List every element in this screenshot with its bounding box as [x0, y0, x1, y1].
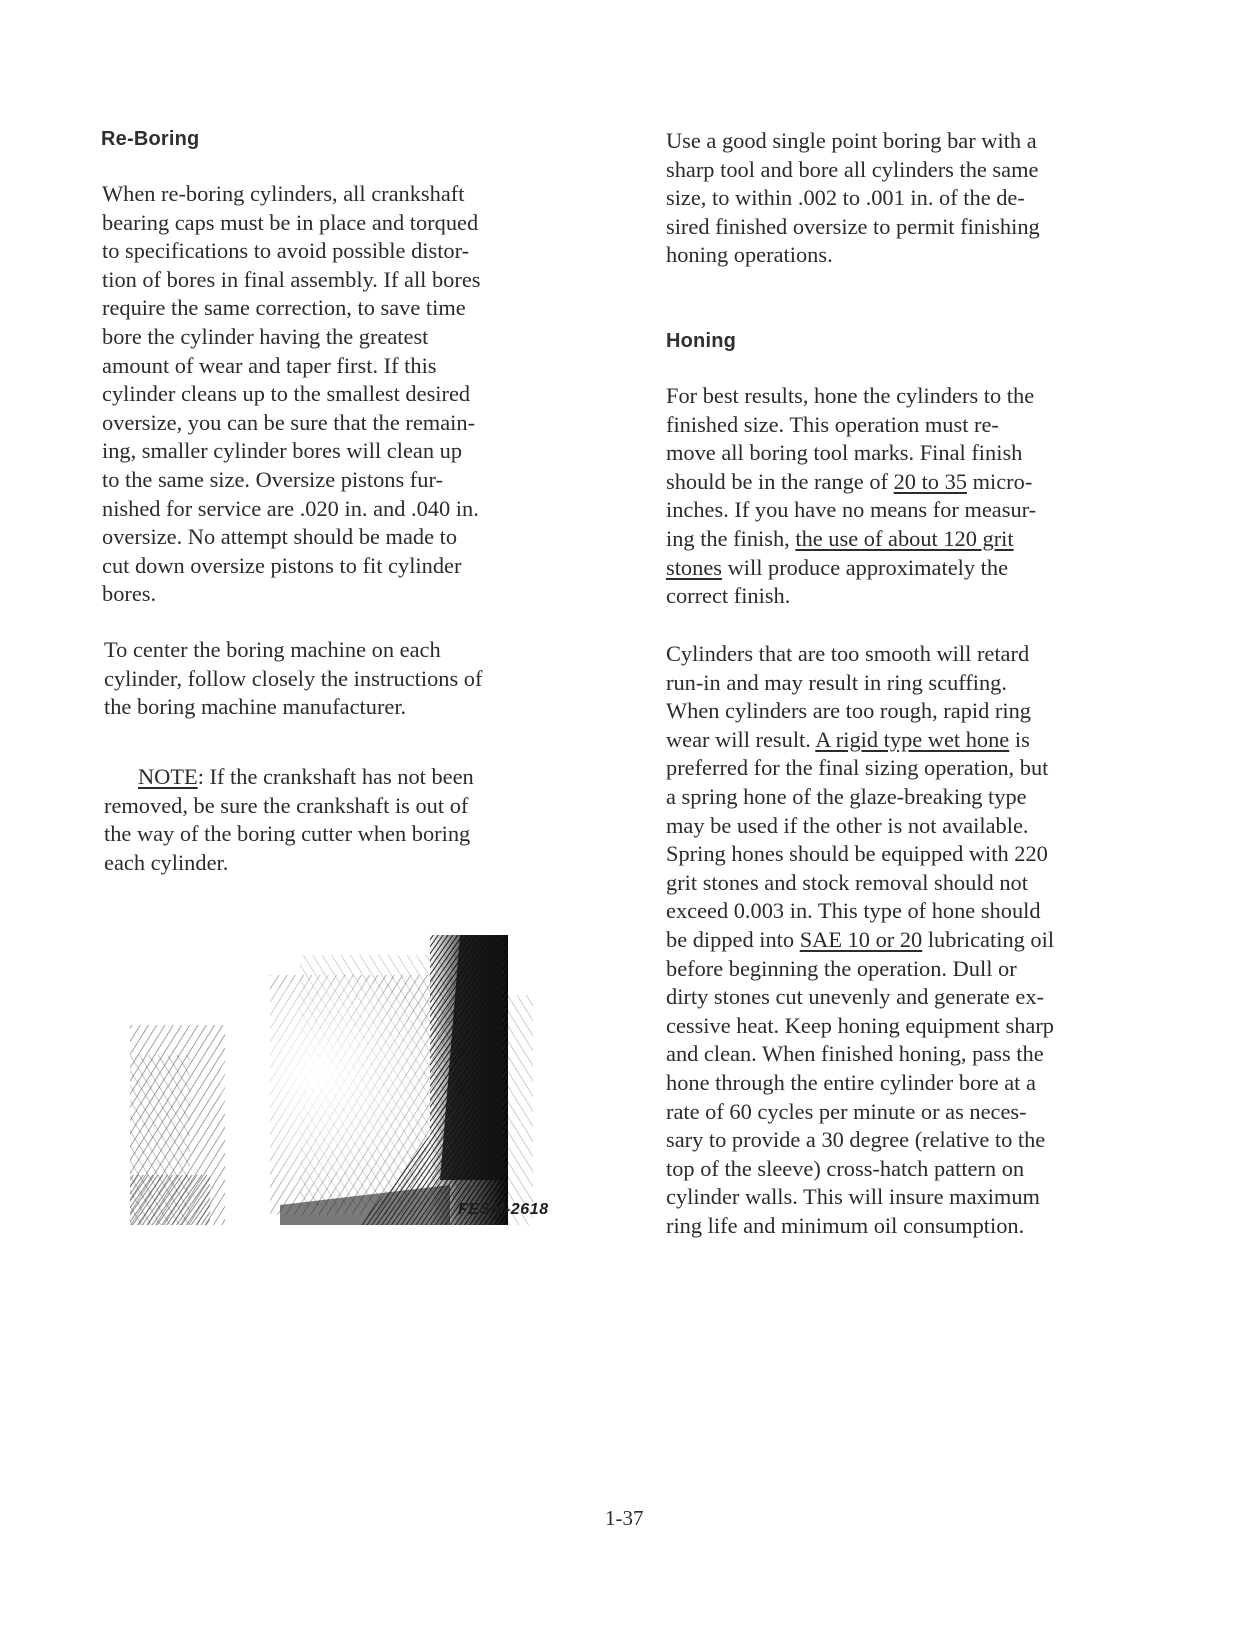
- text-line: To center the boring machine on each: [104, 637, 441, 662]
- text-line: cylinder cleans up to the smallest desired: [102, 381, 471, 407]
- text-line: cylinder walls. This will insure maximum: [666, 1184, 1040, 1210]
- text-line: dirty stones cut unevenly and generate ex-: [666, 984, 1045, 1010]
- text-fragment: ing the finish,: [666, 525, 796, 551]
- cylinder-crosshatch-photo: [130, 935, 555, 1225]
- text-line: cylinder, follow closely the instructions of: [104, 665, 483, 691]
- text-line: When cylinders are too rough, rapid ring: [666, 698, 1031, 724]
- text-line: [666, 554, 1036, 583]
- text-line: sary to provide a 30 degree (relative to the: [666, 1127, 1046, 1153]
- text-line: When re-boring cylinders, all crankshaft: [102, 181, 465, 206]
- text-line: run-in and may result in ring scuffing.: [666, 669, 1007, 695]
- text-line: before beginning the operation. Dull or: [666, 955, 1017, 981]
- text-line: [666, 525, 1036, 554]
- text-fragment: wear will result.: [666, 726, 816, 752]
- reboring-heading: Re-Boring: [101, 128, 200, 150]
- underlined-text: stones: [666, 554, 722, 580]
- text-line: nished for service are .020 in. and .040 in.: [102, 495, 479, 521]
- text-line: cut down oversize pistons to fit cylinder: [102, 552, 462, 578]
- note-label: NOTE: [138, 764, 198, 789]
- honing-results-paragraph: [666, 382, 1036, 611]
- underlined-text: A rigid type wet hone: [815, 726, 1010, 752]
- text-line: the way of the boring cutter when boring: [104, 821, 471, 847]
- text-line: correct finish.: [666, 583, 791, 609]
- text-line: exceed 0.003 in. This type of hone should: [666, 898, 1041, 924]
- text-line: hone through the entire cylinder bore at a: [666, 1069, 1036, 1095]
- text-line: amount of wear and taper first. If this: [102, 352, 437, 378]
- text-line: finished size. This operation must re-: [666, 411, 999, 437]
- text-line: top of the sleeve) cross-hatch pattern on: [666, 1155, 1025, 1181]
- cylinder-finish-paragraph: [666, 640, 1054, 1240]
- text-line: to specifications to avoid possible distor-: [102, 238, 470, 264]
- text-line: ing, smaller cylinder bores will clean up: [102, 438, 463, 464]
- text-fragment: is: [1009, 726, 1030, 752]
- text-line: [666, 468, 1036, 497]
- text-line: tion of bores in final assembly. If all bores: [102, 266, 481, 292]
- text-line: Spring hones should be equipped with 220: [666, 841, 1048, 867]
- centering-paragraph: [104, 636, 482, 722]
- text-line: and clean. When finished honing, pass the: [666, 1041, 1044, 1067]
- reboring-paragraph: [102, 180, 480, 609]
- text-fragment: be dipped into: [666, 926, 800, 952]
- text-line: size, to within .002 to .001 in. of the de-: [666, 185, 1025, 211]
- text-line: each cylinder.: [104, 849, 229, 875]
- underlined-text: the use of about 120 grit: [795, 525, 1014, 551]
- text-line: oversize. No attempt should be made to: [102, 524, 458, 550]
- text-line: ring life and minimum oil consumption.: [666, 1212, 1025, 1238]
- note-paragraph: [104, 763, 474, 877]
- text-line: bores.: [102, 581, 157, 607]
- text-line: rate of 60 cycles per minute or as neces-: [666, 1098, 1027, 1124]
- text-fragment: lubricating oil: [922, 926, 1055, 952]
- text-fragment: micro-: [967, 468, 1033, 494]
- text-line: grit stones and stock removal should not: [666, 869, 1028, 895]
- underlined-text: 20 to 35: [893, 468, 967, 494]
- text-line: [666, 926, 1054, 955]
- text-line: honing operations.: [666, 242, 833, 268]
- text-line: sharp tool and bore all cylinders the same: [666, 156, 1039, 182]
- underlined-text: SAE 10 or 20: [799, 926, 923, 952]
- text-line: [104, 763, 474, 792]
- text-line: oversize, you can be sure that the remain-: [102, 409, 476, 435]
- page-number: 1-37: [605, 1506, 644, 1530]
- figure-label: FESM-2618: [458, 1201, 549, 1218]
- text-line: bearing caps must be in place and torqued: [102, 209, 479, 235]
- text-fragment: will produce approximately the: [721, 554, 1009, 580]
- text-fragment: should be in the range of: [666, 468, 894, 494]
- text-line: For best results, hone the cylinders to the: [666, 383, 1035, 408]
- honing-heading: Honing: [666, 330, 737, 352]
- text-line: bore the cylinder having the greatest: [102, 323, 429, 349]
- text-line: to the same size. Oversize pistons fur-: [102, 466, 443, 492]
- text-line: may be used if the other is not available.: [666, 812, 1029, 838]
- text-line: the boring machine manufacturer.: [104, 694, 407, 720]
- boring-bar-paragraph: [666, 127, 1040, 270]
- text-line: preferred for the final sizing operation, but: [666, 755, 1049, 781]
- text-line: require the same correction, to save time: [102, 295, 466, 321]
- text-line: cessive heat. Keep honing equipment sharp: [666, 1012, 1054, 1038]
- text-line: move all boring tool marks. Final finish: [666, 440, 1023, 466]
- text-line: sired finished oversize to permit finishing: [666, 213, 1040, 239]
- text-line: a spring hone of the glaze-breaking type: [666, 783, 1027, 809]
- text-line: inches. If you have no means for measur-: [666, 497, 1037, 523]
- text-line: removed, be sure the crankshaft is out of: [104, 792, 469, 818]
- note-text: : If the crankshaft has not been: [197, 764, 474, 789]
- text-line: [666, 726, 1054, 755]
- text-line: Use a good single point boring bar with a: [666, 128, 1037, 153]
- text-line: Cylinders that are too smooth will retard: [666, 641, 1030, 666]
